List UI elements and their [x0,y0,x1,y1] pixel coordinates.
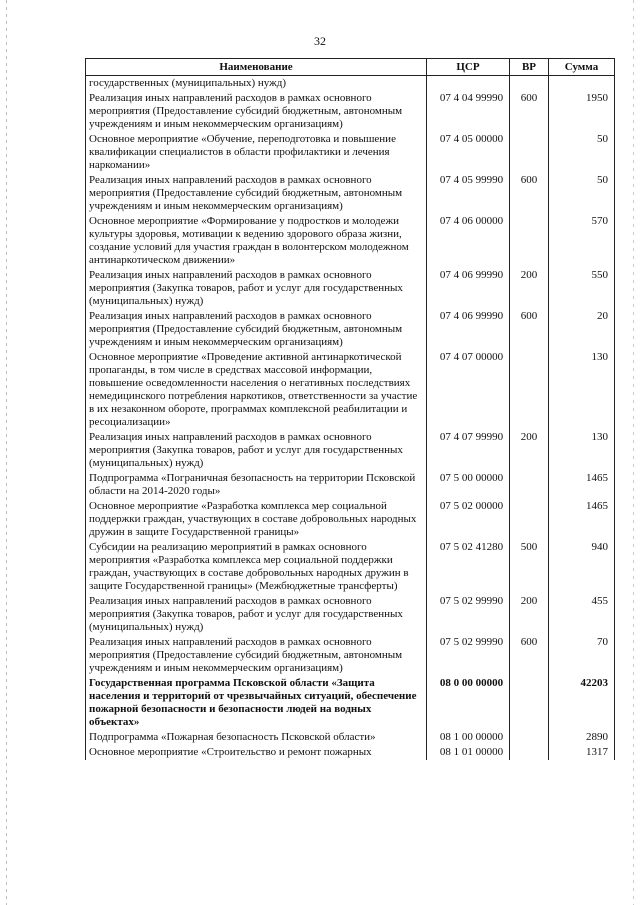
table-row [86,350,615,430]
table-row [86,594,615,635]
table-row [86,214,615,268]
cell-vr [510,471,549,499]
cell-name: Основное мероприятие «Строительство и ремонт пожарных [86,745,427,760]
cell-vr [510,214,549,268]
cell-name: Основное мероприятие «Формирование у подростков и молодежи культуры здоровья, мотивации к ведению здорового образа жизни, создание условий для участия граждан в волонтерском молодежном антинаркотическом движении» [86,214,427,268]
scan-edge-left [6,0,7,905]
header-name: Наименование [86,59,427,76]
cell-sum: 1950 [549,91,615,132]
cell-csr: 07 5 02 99990 [427,635,510,676]
cell-csr: 08 0 00 00000 [427,676,510,730]
cell-sum [549,76,615,92]
table-row [86,132,615,173]
cell-vr: 600 [510,173,549,214]
cell-sum: 550 [549,268,615,309]
table-row [86,309,615,350]
cell-csr: 08 1 01 00000 [427,745,510,760]
cell-sum: 42203 [549,676,615,730]
cell-vr: 200 [510,594,549,635]
cell-name: государственных (муниципальных) нужд) [86,76,427,92]
cell-csr: 08 1 00 00000 [427,730,510,745]
cell-csr: 07 5 02 99990 [427,594,510,635]
cell-csr: 07 4 06 00000 [427,214,510,268]
cell-vr: 500 [510,540,549,594]
cell-csr: 07 5 00 00000 [427,471,510,499]
cell-name: Подпрограмма «Пограничная безопасность на территории Псковской области на 2014-2020 годы» [86,471,427,499]
table-row [86,173,615,214]
table-row [86,76,615,92]
header-csr: ЦСР [427,59,510,76]
cell-csr: 07 4 05 99990 [427,173,510,214]
cell-csr: 07 4 06 99990 [427,309,510,350]
header-sum: Сумма [549,59,615,76]
cell-sum: 20 [549,309,615,350]
cell-name: Основное мероприятие «Разработка комплекса мер социальной поддержки граждан, участвующих в составе добровольных народных дружин в защите Государственной границы» [86,499,427,540]
cell-csr: 07 4 07 99990 [427,430,510,471]
cell-vr: 600 [510,635,549,676]
table-row [86,268,615,309]
cell-name: Реализация иных направлений расходов в рамках основного мероприятия (Предоставление субсидий бюджетным, автономным учреждениям и иным некоммерческим организациям) [86,309,427,350]
cell-sum: 570 [549,214,615,268]
cell-sum: 1465 [549,499,615,540]
cell-vr: 200 [510,268,549,309]
header-vr: ВР [510,59,549,76]
cell-vr: 600 [510,309,549,350]
scan-edge-right [633,0,634,905]
cell-name: Подпрограмма «Пожарная безопасность Псковской области» [86,730,427,745]
cell-name: Реализация иных направлений расходов в рамках основного мероприятия (Предоставление субсидий бюджетным, автономным учреждениям и иным некоммерческим организациям) [86,91,427,132]
cell-name: Реализация иных направлений расходов в рамках основного мероприятия (Предоставление субсидий бюджетным, автономным учреждениям и иным некоммерческим организациям) [86,635,427,676]
cell-csr: 07 5 02 00000 [427,499,510,540]
cell-csr: 07 4 06 99990 [427,268,510,309]
cell-name: Реализация иных направлений расходов в рамках основного мероприятия (Закупка товаров, работ и услуг для государственных (муниципальных) нужд) [86,594,427,635]
table-body [86,76,615,761]
cell-name: Основное мероприятие «Проведение активной антинаркотической пропаганды, в том числе в средствах массовой информации, повышение осведомленности населения о негативных последствиях немедицинского потребления наркотиков, ответственности за участие в их незаконном обороте, программах комплексной реабилитации и ресоциализации» [86,350,427,430]
cell-sum: 940 [549,540,615,594]
cell-sum: 50 [549,173,615,214]
cell-csr [427,76,510,92]
cell-sum: 130 [549,350,615,430]
cell-sum: 130 [549,430,615,471]
cell-csr: 07 4 05 00000 [427,132,510,173]
cell-vr [510,730,549,745]
table-row [86,430,615,471]
cell-sum: 50 [549,132,615,173]
cell-name: Основное мероприятие «Обучение, переподготовка и повышение квалификации специалистов в области профилактики и лечения наркомании» [86,132,427,173]
cell-vr [510,676,549,730]
table-row [86,91,615,132]
table-row [86,635,615,676]
budget-table [85,58,615,760]
cell-name: Государственная программа Псковской области «Защита населения и территорий от чрезвычайных ситуаций, обеспечение пожарной безопасности и безопасности людей на водных объектах» [86,676,427,730]
table-row [86,676,615,730]
cell-sum: 1317 [549,745,615,760]
cell-name: Реализация иных направлений расходов в рамках основного мероприятия (Закупка товаров, работ и услуг для государственных (муниципальных) нужд) [86,268,427,309]
cell-name: Реализация иных направлений расходов в рамках основного мероприятия (Предоставление субсидий бюджетным, автономным учреждениям и иным некоммерческим организациям) [86,173,427,214]
table-row [86,730,615,745]
cell-sum: 1465 [549,471,615,499]
cell-vr: 600 [510,91,549,132]
cell-csr: 07 4 04 99990 [427,91,510,132]
table-row [86,499,615,540]
page-number: 32 [314,34,326,48]
cell-sum: 455 [549,594,615,635]
cell-vr [510,350,549,430]
cell-vr [510,76,549,92]
table-header-row [86,59,615,76]
cell-sum: 70 [549,635,615,676]
cell-vr [510,745,549,760]
table-row [86,471,615,499]
cell-vr [510,499,549,540]
cell-vr [510,132,549,173]
cell-name: Субсидии на реализацию мероприятий в рамках основного мероприятия «Разработка комплекса мер социальной поддержки граждан, участвующих в составе добровольных народных дружин в защите Государственной границы» (Межбюджетные трансферты) [86,540,427,594]
cell-csr: 07 4 07 00000 [427,350,510,430]
cell-csr: 07 5 02 41280 [427,540,510,594]
cell-name: Реализация иных направлений расходов в рамках основного мероприятия (Закупка товаров, работ и услуг для государственных (муниципальных) нужд) [86,430,427,471]
table-row [86,540,615,594]
cell-vr: 200 [510,430,549,471]
table-row [86,745,615,760]
cell-sum: 2890 [549,730,615,745]
